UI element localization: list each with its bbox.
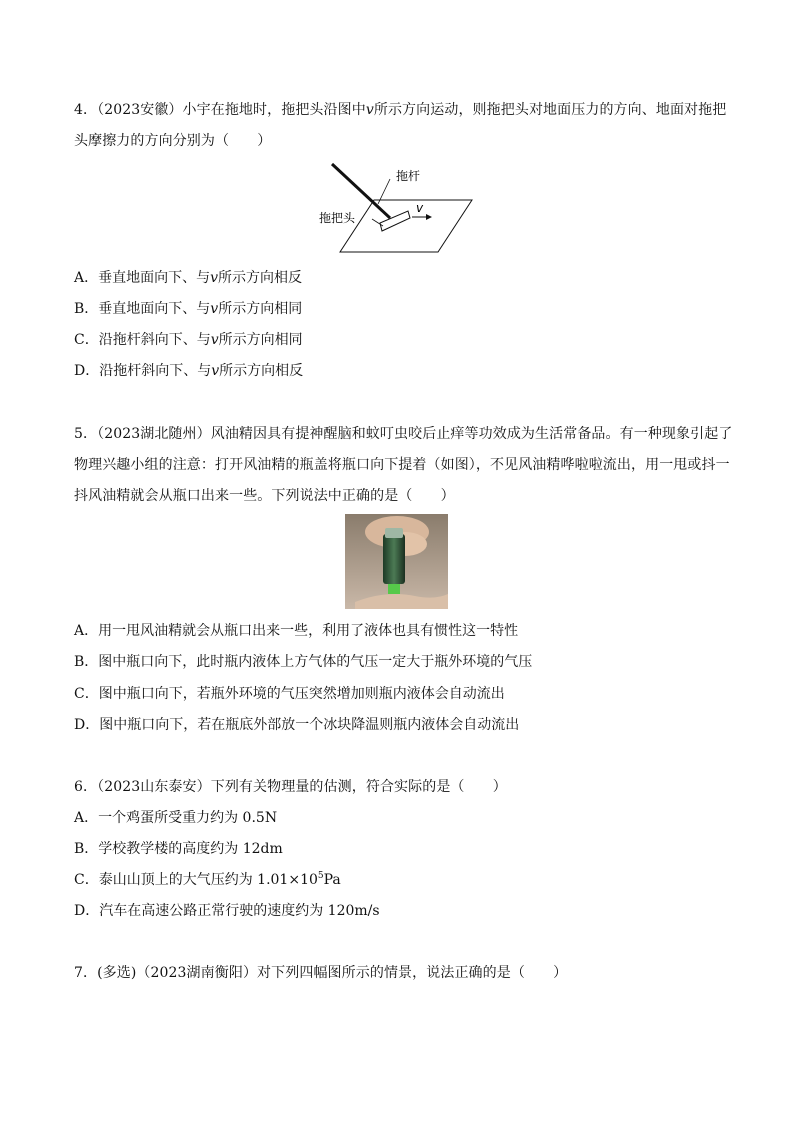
q6-option-c-text: C．泰山山顶上的大气压约为 1.01×10 [74,872,318,888]
q5-option-c: C．图中瓶口向下，若瓶外环境的气压突然增加则瓶内液体会自动流出 [74,686,505,702]
q4-option-c [74,330,303,350]
mop-rod [332,164,390,218]
oil-bottle-photo [345,514,448,609]
q4-option-a-text-b: 所示方向相反 [218,270,303,286]
q4-option-b-text-b: 所示方向相同 [218,301,303,317]
q4-option-d-text-a: D．沿拖杆斜向下、与 [74,363,212,379]
q6-option-c [74,870,341,890]
q4-option-d [74,361,303,381]
q4-stem-line1 [74,100,726,120]
velocity-arrowhead [426,214,432,220]
bottle-shoulder [385,528,403,538]
q6-option-d: D．汽车在高速公路正常行驶的速度约为 120m/s [74,903,380,919]
q4-stem-text-a: 4．（2023安徽）小宇在拖地时，拖把头沿图中 [74,102,366,118]
q4-option-c-text-a: C．沿拖杆斜向下、与 [74,332,211,348]
q7-stem-line1: 7．(多选)（2023湖南衡阳）对下列四幅图所示的情景，说法正确的是（ ） [74,965,568,981]
q4-option-b [74,299,302,319]
q4-stem-text-b: 所示方向运动，则拖把头对地面压力的方向、地面对拖把 [373,102,727,118]
q6-option-c-unit: Pa [323,872,341,888]
q5-option-d: D．图中瓶口向下，若在瓶底外部放一个冰块降温则瓶内液体会自动流出 [74,717,520,733]
q5-option-b: B．图中瓶口向下，此时瓶内液体上方气体的气压一定大于瓶外环境的气压 [74,654,533,670]
q5-stem-line1: 5．（2023湖北随州）风油精因具有提神醒脑和蚊叮虫咬后止痒等功效成为生活常备品。有一种现象引起了 [74,426,733,442]
q5-stem-line2: 物理兴趣小组的注意：打开风油精的瓶盖将瓶口向下提着（如图），不见风油精哗啦啦流出，用一甩或抖一 [74,457,730,473]
q4-option-a-v: v [210,270,219,286]
q4-option-d-v: v [211,363,220,379]
q4-option-b-v: v [210,301,219,317]
q4-option-b-text-a: B．垂直地面向下、与 [74,301,211,317]
bottle-body [383,534,405,584]
label-velocity: v [416,201,424,215]
q4-stem-line2: 头摩擦力的方向分别为（ ） [74,133,272,149]
q4-option-c-v: v [210,332,219,348]
q4-velocity-symbol: v [365,102,374,118]
q4-option-c-text-b: 所示方向相同 [218,332,303,348]
label-rod: 拖杆 [396,169,421,183]
q4-option-a-text-a: A．垂直地面向下、与 [74,270,211,286]
q5-option-a: A．用一甩风油精就会从瓶口出来一些，利用了液体也具有惯性这一特性 [74,623,519,639]
q6-option-c-exponent: 5 [317,871,324,881]
q4-option-d-text-b: 所示方向相反 [219,363,304,379]
mop-figure [318,160,478,256]
q6-option-b: B．学校教学楼的高度约为 12dm [74,841,283,857]
q6-option-a: A．一个鸡蛋所受重力约为 0.5N [74,810,278,826]
floor-plane [340,200,472,252]
label-head: 拖把头 [319,211,356,225]
q6-stem-line1: 6．（2023山东泰安）下列有关物理量的估测，符合实际的是（ ） [74,779,507,795]
bottle-mouth [388,584,400,594]
q4-option-a [74,268,302,288]
q5-stem-line3: 抖风油精就会从瓶口出来一些。下列说法中正确的是（ ） [74,488,455,504]
